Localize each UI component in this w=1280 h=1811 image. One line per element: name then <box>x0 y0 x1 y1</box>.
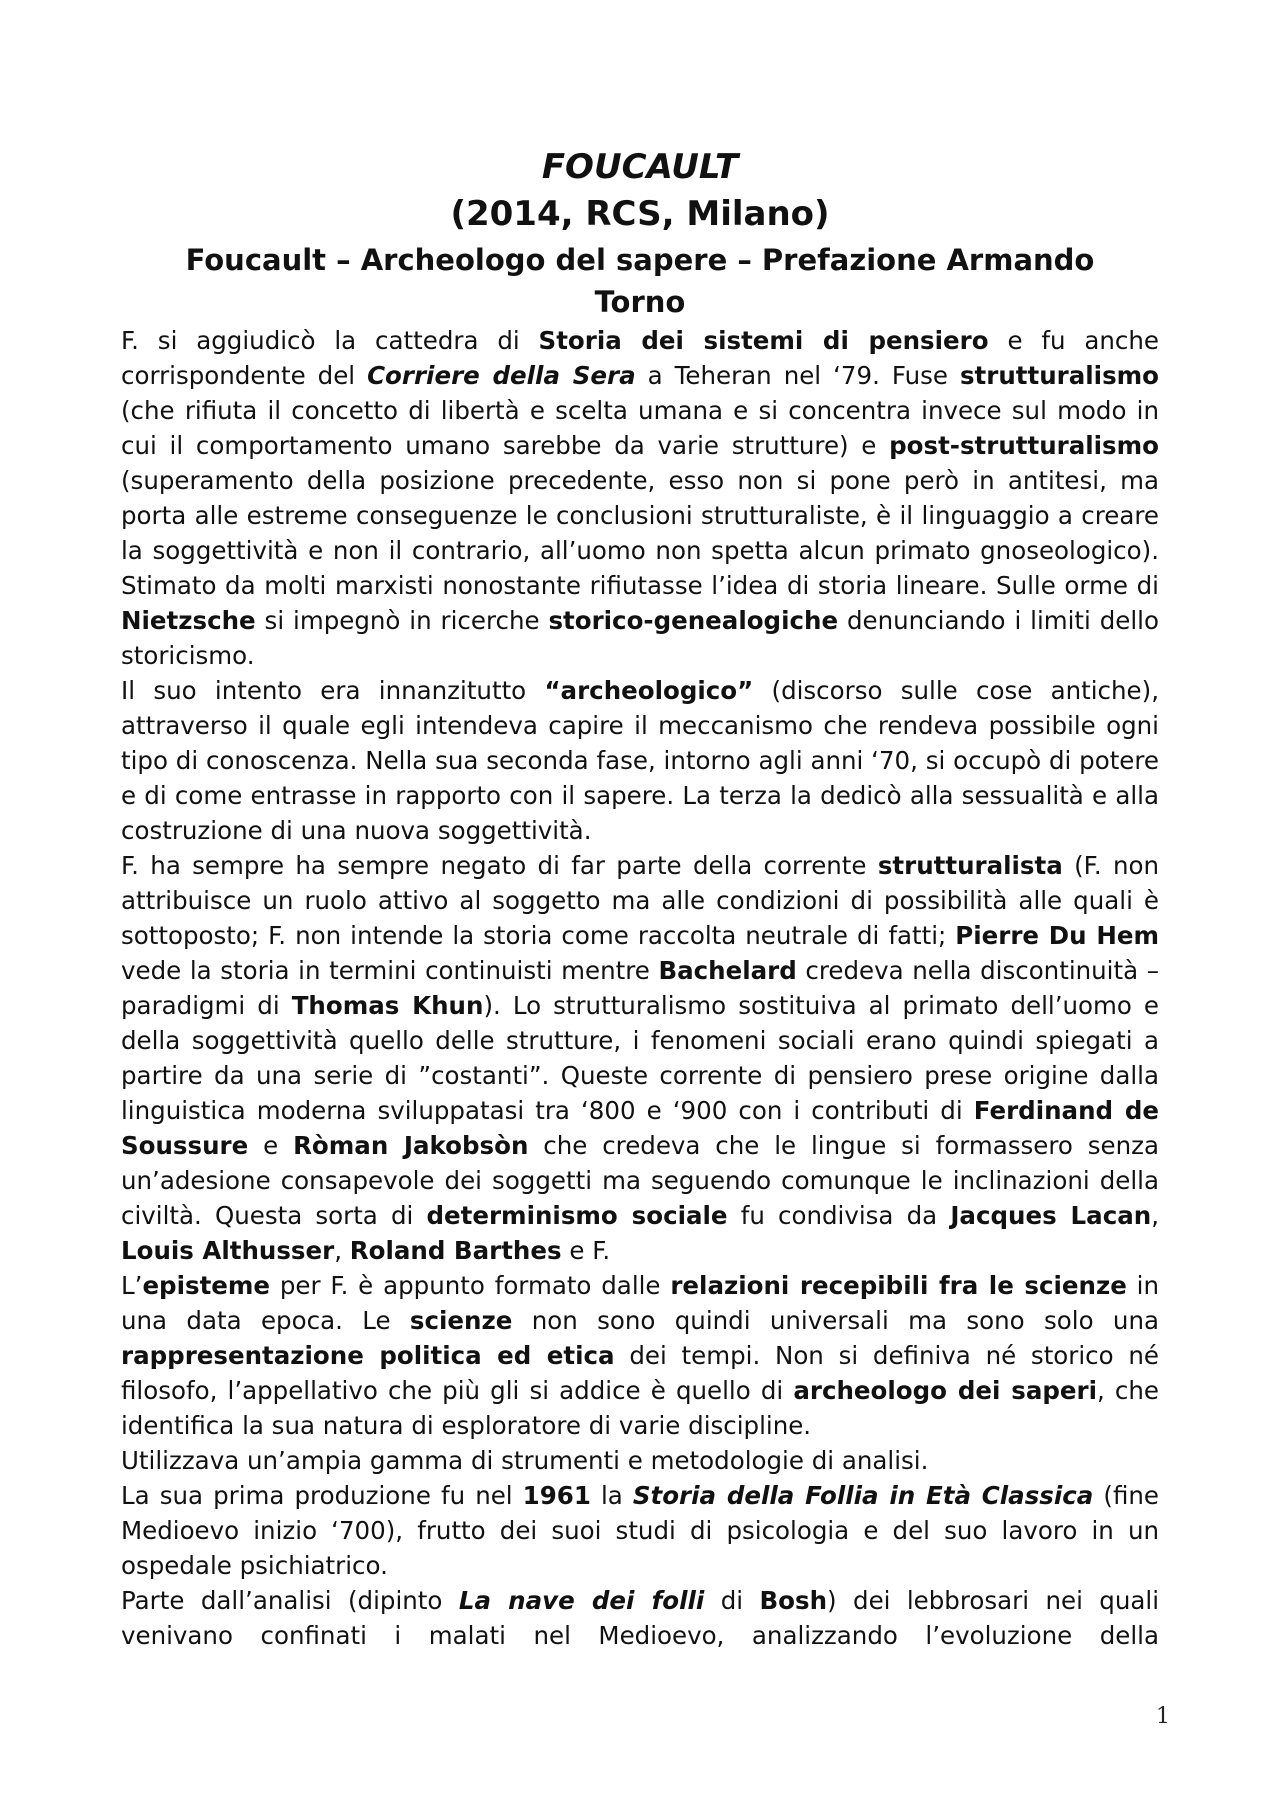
paragraph-text: (fine Medioevo inizio ‘700), frutto dei suoi studi di psicologia e del suo lavoro in un ospedale psichiatrico. <box>121 1481 1159 1580</box>
paragraph-text: (superamento della posizione precedente, esso non si pone però in antitesi, ma porta alle estreme conseguenze le conclusioni strutturaliste, è il linguaggio a creare la soggettività e non il contrario, all’uomo non spetta alcun primato gnoseologico). Stimato da molti marxisti nonostante rifiutasse l’idea di storia lineare. Sulle orme di <box>121 466 1159 600</box>
paragraph-text: (F. non attribuisce un ruolo attivo al soggetto ma alle condizioni di possibilità alle quali è sottoposto; F. non intende la storia come raccolta neutrale di fatti; <box>121 851 1159 950</box>
emphasis-text: episteme <box>142 1271 271 1300</box>
paragraph-text: che credeva che le lingue si formassero senza un’adesione consapevole dei soggetti ma seguendo comunque le inclinazioni della civiltà. Questa sorta di <box>121 1131 1159 1230</box>
paragraph-text: dei tempi. Non si definiva né storico né filosofo, l’appellativo che più gli si addice è quello di <box>121 1341 1159 1405</box>
paragraph-text: denunciando i limiti dello storicismo. <box>121 606 1159 670</box>
page-number: 1 <box>1156 1704 1170 1729</box>
paragraph-text: F. si aggiudicò la cattedra di <box>121 326 539 355</box>
paragraph-text: per F. è appunto formato dalle <box>270 1271 671 1300</box>
emphasis-text: strutturalista <box>877 851 1063 880</box>
paragraph-text: ) dei lebbrosari nei quali venivano confinati i malati nel Medioevo, analizzando l’evoluzione della <box>121 1586 1160 1650</box>
book-title: Foucault – Archeologo del sapere – Prefazione Armando Torno <box>185 243 1095 319</box>
emphasis-text: Nietzsche <box>121 606 256 635</box>
paragraph <box>121 323 1159 673</box>
paragraph-text: ). Lo strutturalismo sostituiva al primato dell’uomo e della soggettività quello delle strutture, i fenomeni sociali erano quindi spiegati a partire da una serie di ”costanti”. Queste corrente di pensiero prese origine dalla linguistica moderna sviluppatasi tra ‘800 e ‘900 con i contributi di <box>121 991 1159 1125</box>
paragraph-text: Utilizzava un’ampia gamma di strumenti e metodologie di analisi. <box>121 1446 929 1475</box>
emphasis-text: determinismo sociale <box>426 1201 728 1230</box>
paragraph-text: di <box>704 1586 760 1615</box>
emphasis-text: post-strutturalismo <box>889 431 1159 460</box>
paragraph-text: (che rifiuta il concetto di libertà e scelta umana e si concentra invece sul modo in cui il comportamento umano sarebbe da varie strutture) e <box>121 396 1159 460</box>
paragraph-text: , che identifica la sua natura di esploratore di varie discipline. <box>121 1376 1159 1440</box>
paragraph-text: , <box>334 1236 350 1265</box>
document-title: FOUCAULT <box>541 147 739 187</box>
emphasis-text: relazioni recepibili fra le scienze <box>670 1271 1127 1300</box>
emphasis-text: Storia dei sistemi di pensiero <box>538 326 989 355</box>
publication-info: (2014, RCS, Milano) <box>450 194 830 234</box>
emphasis-text: storico-genealogiche <box>548 606 839 635</box>
paragraph <box>121 848 1159 1268</box>
paragraph-text: e fu anche corrispondente del <box>121 326 1160 390</box>
emphasis-text: rappresentazione politica ed etica <box>121 1341 615 1370</box>
emphasis-text: 1961 <box>522 1481 591 1510</box>
document-body <box>121 323 1159 1653</box>
paragraph-text: , <box>1151 1201 1159 1230</box>
emphasis-text: Corriere della Sera <box>367 361 636 390</box>
emphasis-text: Bosh <box>759 1586 828 1615</box>
paragraph-text: Parte dall’analisi (dipinto <box>121 1586 459 1615</box>
paragraph-text: credeva nella discontinuità – paradigmi di <box>121 956 1159 1020</box>
emphasis-text: Pierre Du Hem <box>955 921 1159 950</box>
paragraph-text: la <box>590 1481 633 1510</box>
paragraph-text: Il suo intento era innanzitutto <box>121 676 545 705</box>
paragraph-text: (discorso sulle cose antiche), attraverso il quale egli intendeva capire il meccanismo che rendeva possibile ogni tipo di conoscenza. Nella sua seconda fase, intorno agli anni ‘70, si occupò di potere e di come entrasse in rapporto con il sapere. La terza la dedicò alla sessualità e alla costruzione di una nuova soggettività. <box>121 676 1159 845</box>
emphasis-text: archeologo dei saperi <box>793 1376 1097 1405</box>
emphasis-text: strutturalismo <box>959 361 1160 390</box>
emphasis-text: Ferdinand de Soussure <box>121 1096 1160 1160</box>
paragraph-text: e F. <box>561 1236 611 1265</box>
emphasis-text: Roland Barthes <box>349 1236 562 1265</box>
paragraph-text: L’ <box>121 1271 143 1300</box>
paragraph-text: si impegnò in ricerche <box>255 606 549 635</box>
paragraph-text: vede la storia in termini continuisti mentre <box>121 956 659 985</box>
paragraph-text: e <box>248 1131 294 1160</box>
emphasis-text: Bachelard <box>658 956 797 985</box>
emphasis-text: Thomas Khun <box>291 991 484 1020</box>
emphasis-text: Louis Althusser <box>121 1236 335 1265</box>
paragraph <box>121 1478 1159 1583</box>
paragraph-text: F. ha sempre ha sempre negato di far parte della corrente <box>121 851 878 880</box>
paragraph <box>121 1268 1159 1443</box>
emphasis-text: Ròman Jakobsòn <box>293 1131 529 1160</box>
emphasis-text: Jacques Lacan <box>950 1201 1152 1230</box>
emphasis-text: La nave dei folli <box>458 1586 705 1615</box>
paragraph <box>121 673 1159 848</box>
paragraph <box>121 1583 1159 1653</box>
paragraph <box>121 1443 1159 1478</box>
emphasis-text: scienze <box>409 1306 513 1335</box>
paragraph-text: in una data epoca. Le <box>121 1271 1160 1335</box>
paragraph-text: fu condivisa da <box>727 1201 951 1230</box>
paragraph-text: La sua prima produzione fu nel <box>121 1481 523 1510</box>
paragraph-text: non sono quindi universali ma sono solo una <box>512 1306 1159 1335</box>
emphasis-text: Storia della Follia in Età Classica <box>632 1481 1094 1510</box>
paragraph-text: a Teheran nel ‘79. Fuse <box>635 361 960 390</box>
document-header <box>120 145 1160 323</box>
emphasis-text: “archeologico” <box>544 676 754 705</box>
